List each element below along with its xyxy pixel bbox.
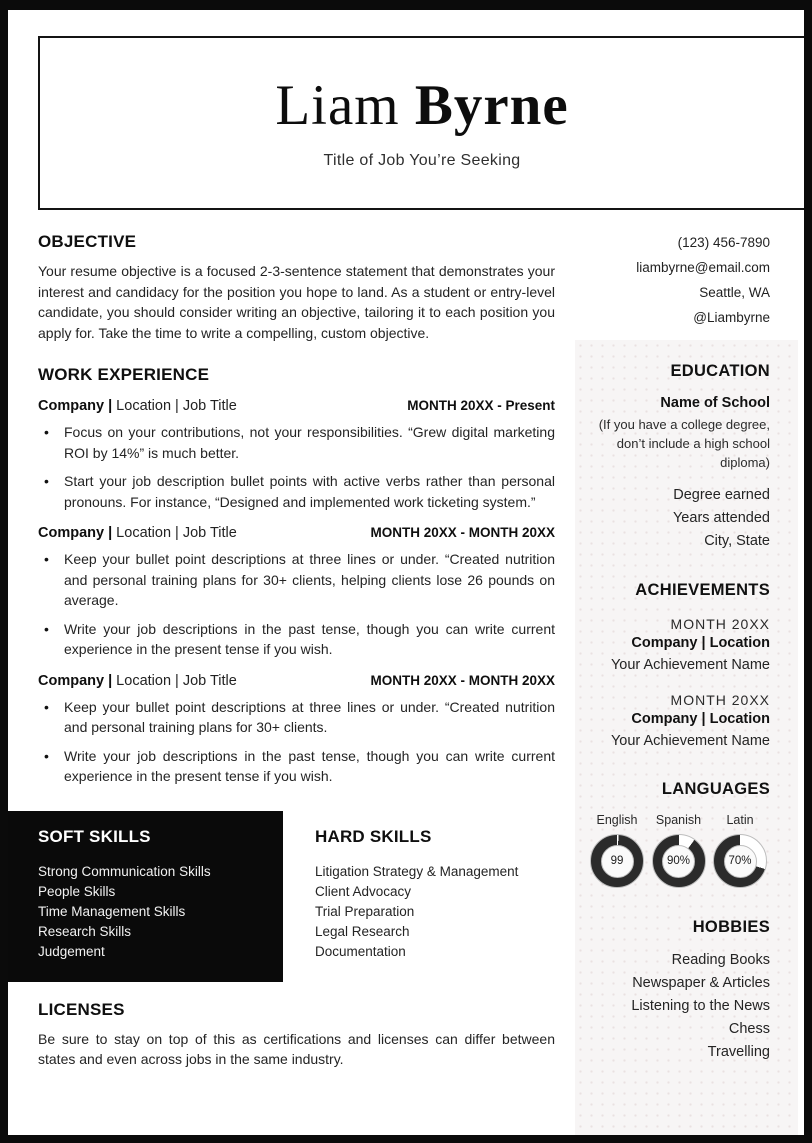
work-experience-heading: WORK EXPERIENCE — [38, 365, 210, 384]
language-item — [650, 813, 708, 888]
objective-text: Your resume objective is a focused 2-3-sentence statement that demonstrates your interest and candidacy for the position you hope to land. As a student or entry-level candidate, you should consider writing an objective, tailoring it to each position you apply for. Take the time to write a compelling, custom objective. — [38, 263, 555, 341]
hard-skill-item: Client Advocacy — [315, 883, 412, 899]
soft-skill-item: Strong Communication Skills — [38, 863, 211, 879]
job-company: Company | — [38, 398, 113, 414]
job-bullets — [38, 697, 555, 787]
last-name: Byrne — [414, 73, 569, 137]
hard-skills-list — [315, 862, 518, 962]
languages-heading: LANGUAGES — [661, 780, 770, 798]
achievement-date: MONTH 20XX — [670, 692, 770, 708]
hard-skills-column — [315, 811, 518, 982]
job-company: Company | — [38, 525, 113, 541]
job-bullet: • Focus on your contributions, not your responsibilities. “Grew digital marketing ROI by 14%” is much better. — [38, 422, 555, 463]
contact-handle: @Liambyrne — [693, 310, 770, 325]
education-years: Years attended — [672, 510, 770, 526]
language-donut-chart — [713, 834, 767, 888]
hard-skill-item: Legal Research — [315, 923, 410, 939]
soft-skill-item: Time Management Skills — [38, 903, 186, 919]
hobby-item: Chess — [728, 1021, 770, 1037]
job-entry — [38, 673, 555, 787]
language-item — [588, 813, 646, 888]
hard-skill-item: Documentation — [315, 943, 406, 959]
contact-location: Seattle, WA — [699, 285, 770, 300]
hard-skill-item: Trial Preparation — [315, 903, 415, 919]
job-bullet: • Keep your bullet point descriptions at three lines or under. “Created nutrition and personal training plans for 30+ clients, helping clients lose 26 pounds on average. — [38, 549, 555, 611]
job-entry — [38, 398, 555, 512]
job-date: MONTH 20XX - MONTH 20XX — [370, 672, 555, 688]
job-location-title: Location | Job Title — [112, 525, 237, 541]
soft-skills-heading: SOFT SKILLS — [38, 826, 151, 846]
main-column — [38, 232, 555, 1070]
education-note: (If you have a college degree, don’t include a high school diploma) — [598, 417, 770, 470]
job-bullet: • Keep your bullet point descriptions at three lines or under. “Created nutrition and personal training plans for 30+ clients. — [38, 697, 555, 738]
hobbies-list — [587, 949, 770, 1064]
job-entry — [38, 525, 555, 660]
licenses-text: Be sure to stay on top of this as certifications and licenses can differ between states and even across jobs in the same industry. — [38, 1030, 555, 1067]
contact-email: liambyrne@email.com — [636, 260, 770, 275]
header-box — [38, 36, 804, 210]
language-name: Spanish — [655, 813, 702, 827]
education-heading: EDUCATION — [670, 362, 770, 380]
education-school: Name of School — [660, 395, 770, 411]
soft-skill-item: Judgement — [38, 943, 105, 959]
job-bullet: • Start your job description bullet points with active verbs rather than personal pronouns. For instance, “Designed and implemented work ticketing system.” — [38, 471, 555, 512]
language-name: Latin — [726, 813, 754, 827]
achievement-date: MONTH 20XX — [670, 616, 770, 632]
sidebar — [575, 340, 798, 1135]
achievement-name: Your Achievement Name — [610, 657, 770, 673]
education-details — [587, 484, 770, 553]
language-item — [711, 813, 769, 888]
job-header — [38, 398, 555, 414]
job-header — [38, 673, 555, 689]
language-name: English — [596, 813, 638, 827]
education-degree: Degree earned — [673, 487, 770, 503]
job-date: MONTH 20XX - Present — [407, 398, 555, 413]
hard-skill-item: Litigation Strategy & Management — [315, 863, 519, 879]
hobby-item: Reading Books — [671, 952, 770, 968]
achievement-entry — [587, 616, 770, 676]
skills-row — [8, 811, 555, 982]
job-date: MONTH 20XX - MONTH 20XX — [370, 525, 555, 540]
job-location-title: Location | Job Title — [112, 672, 237, 689]
language-donut-chart — [590, 834, 644, 888]
hard-skills-heading: HARD SKILLS — [315, 826, 432, 846]
language-donut-chart — [652, 834, 706, 888]
education-city: City, State — [704, 533, 770, 549]
soft-skill-item: People Skills — [38, 883, 116, 899]
language-percent-label: 70% — [724, 845, 757, 878]
contact-block — [636, 230, 770, 330]
job-company-line — [38, 398, 237, 414]
resume-page — [8, 10, 804, 1135]
achievements-heading: ACHIEVEMENTS — [635, 581, 770, 599]
job-company-line — [38, 525, 237, 541]
job-bullets — [38, 549, 555, 660]
soft-skill-item: Research Skills — [38, 923, 132, 939]
hobby-item: Newspaper & Articles — [632, 975, 770, 991]
job-company-line — [38, 673, 237, 689]
licenses-heading: LICENSES — [38, 999, 125, 1019]
achievement-company: Company | Location — [631, 635, 770, 651]
job-title-subtitle: Title of Job You’re Seeking — [323, 151, 521, 169]
candidate-name — [275, 73, 569, 137]
job-header — [38, 525, 555, 541]
job-bullet: • Write your job descriptions in the past tense, though you can write current experience in the present tense if you wish. — [38, 746, 555, 787]
hobby-item: Listening to the News — [631, 998, 770, 1014]
soft-skills-box — [8, 811, 283, 982]
licenses-section — [38, 1000, 555, 1070]
contact-phone: (123) 456-7890 — [677, 235, 770, 250]
soft-skills-list — [38, 862, 265, 962]
job-location-title: Location | Job Title — [112, 398, 237, 414]
hobbies-heading: HOBBIES — [692, 918, 770, 936]
job-bullets — [38, 422, 555, 512]
achievement-name: Your Achievement Name — [610, 733, 770, 749]
job-company: Company | — [38, 672, 113, 689]
achievement-entry — [587, 692, 770, 752]
hobby-item: Travelling — [707, 1044, 770, 1060]
first-name: Liam — [275, 73, 400, 137]
achievement-company: Company | Location — [631, 711, 770, 727]
job-bullet: • Write your job descriptions in the past tense, though you can write current experience in the present tense if you wish. — [38, 619, 555, 660]
objective-heading: OBJECTIVE — [38, 232, 137, 251]
language-percent-label: 99 — [601, 845, 634, 878]
language-percent-label: 90% — [662, 845, 695, 878]
languages-row — [587, 813, 770, 888]
